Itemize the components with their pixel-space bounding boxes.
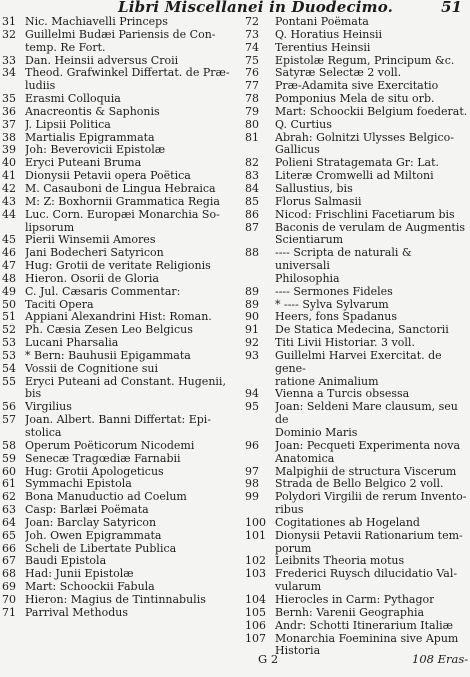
entry-number: 73 (245, 27, 259, 41)
left-column (0, 16, 238, 620)
catalogue-entry (245, 119, 470, 132)
catalogue-entry (245, 157, 470, 170)
catalogue-entry (0, 478, 238, 491)
entry-number: 100 (245, 515, 266, 529)
entry-number: 106 (245, 618, 266, 632)
catalogue-entry (0, 414, 238, 440)
catalogue-entry (0, 286, 238, 299)
entry-number: 54 (2, 361, 16, 375)
entry-title: Pierii Winsemii Amores (25, 234, 156, 247)
entry-number: 97 (245, 464, 259, 478)
entry-title: Sallustius, bis (275, 182, 353, 195)
entry-number: 71 (2, 605, 16, 619)
entry-title: Monarchia Foeminina sive Apum Historia (275, 632, 459, 658)
entry-title: Eryci Puteani Bruma (25, 157, 142, 170)
catalogue-entry (0, 530, 238, 543)
entry-title: Leibnits Theoria motus (275, 555, 405, 568)
catalogue-entry (245, 350, 470, 389)
catalogue-entry (0, 16, 238, 29)
entry-number: 46 (2, 246, 16, 260)
right-column (245, 16, 470, 658)
entry-number: 89 (245, 284, 259, 298)
catalogue-entry (245, 517, 470, 530)
entry-title: Eryci Puteani ad Constant. Hugenii, bis (25, 375, 226, 401)
entry-title: Guillelmi Budæi Pariensis de Con- temp. Re Fort. (25, 28, 216, 54)
entry-title: ---- Sermones Fideles (275, 285, 393, 298)
entry-title: Abrah: Golnitzi Ulysses Belgico- Gallicus (275, 131, 454, 157)
catalogue-entry (245, 311, 470, 324)
catalogue-entry (245, 568, 470, 594)
entry-number: 95 (245, 400, 259, 414)
entry-number: 45 (2, 233, 16, 247)
catalogue-entry (0, 401, 238, 414)
entry-title: Hieron: Magius de Tintinnabulis (25, 593, 206, 606)
entry-title: Andr: Schotti Itinerarium Italiæ (275, 619, 453, 632)
catalogue-entry (0, 543, 238, 556)
entry-title: Mart: Schoockii Fabula (25, 581, 155, 594)
catalogue-entry (0, 106, 238, 119)
entry-title: Symmachi Epistola (25, 478, 132, 491)
entry-number: 56 (2, 400, 16, 414)
catalogue-entry (0, 466, 238, 479)
catalogue-entry (245, 555, 470, 568)
entry-number: 63 (2, 503, 16, 517)
catalogue-entry (245, 247, 470, 286)
catalogue-entry (245, 183, 470, 196)
entry-title: Epistolæ Regum, Principum &c. (275, 54, 455, 67)
catalogue-entry (245, 42, 470, 55)
catalogue-entry (0, 299, 238, 312)
catalogue-entry (245, 620, 470, 633)
entry-title: Joh. Owen Epigrammata (25, 529, 162, 542)
entry-title: Dan. Heinsii adversus Croii (25, 54, 179, 67)
entry-title: De Statica Medecina, Sanctorii (275, 324, 449, 337)
entry-number: 40 (2, 156, 16, 170)
entry-number: 61 (2, 477, 16, 491)
entry-number: 84 (245, 181, 259, 195)
catalogue-entry (245, 80, 470, 93)
entry-title: Mart: Schoockii Belgium foederat. (275, 105, 468, 118)
catalogue-entry (0, 144, 238, 157)
catalogue-entry (0, 311, 238, 324)
entry-title: Taciti Opera (25, 298, 94, 311)
entry-title: Pontani Poëmata (275, 16, 369, 28)
entry-title: Jani Bodecheri Satyricon (25, 247, 164, 260)
catalogue-entry (0, 119, 238, 132)
catalogue-entry (245, 478, 470, 491)
catalogue-entry (245, 106, 470, 119)
entry-title: Literæ Cromwelli ad Miltoni (275, 170, 434, 183)
entry-number: 60 (2, 464, 16, 478)
entry-number: 92 (245, 336, 259, 350)
entry-number: 53 (2, 348, 16, 362)
catalogue-entry (0, 363, 238, 376)
catalogue-entry (245, 93, 470, 106)
catalogue-entry (245, 440, 470, 466)
entry-number: 79 (245, 104, 259, 118)
catalogue-entry (245, 466, 470, 479)
catalogue-entry (245, 388, 470, 401)
catalogue-entry (0, 273, 238, 286)
catalogue-entry (0, 504, 238, 517)
entry-title: Satyræ Selectæ 2 voll. (275, 67, 402, 80)
entry-number: 75 (245, 53, 259, 67)
catalogue-entry (0, 183, 238, 196)
entry-title: C. Jul. Cæsaris Commentar: (25, 285, 181, 298)
entry-number: 35 (2, 92, 16, 106)
catalogue-entry (245, 16, 470, 29)
entry-number: 44 (2, 207, 16, 221)
entry-title: Pomponius Mela de situ orb. (275, 93, 435, 106)
entry-title: Joh: Beverovicii Epistolæ (25, 144, 166, 157)
entry-title: Joan: Seldeni Mare clausum, seu de Dominio Maris (275, 401, 458, 439)
entry-number: 101 (245, 528, 266, 542)
entry-title: Theod. Grafwinkel Differtat. de Præ- ludiis (25, 67, 230, 93)
catalogue-entry (245, 209, 470, 222)
entry-number: 107 (245, 631, 266, 645)
catchword: 108 Eras- (412, 652, 469, 666)
entry-number: 91 (245, 323, 259, 337)
catalogue-entry (0, 93, 238, 106)
entry-title: Senecæ Tragœdiæ Farnabii (25, 452, 181, 465)
entry-number: 36 (2, 104, 16, 118)
catalogue-entry (0, 555, 238, 568)
entry-title: Hug: Grotii Apologeticus (25, 465, 164, 478)
entry-title: Polydori Virgilii de rerum Invento- ribus (275, 491, 467, 517)
catalogue-entry (0, 55, 238, 68)
catalogue-entry (245, 170, 470, 183)
entry-title: Terentius Heinsii (275, 41, 371, 54)
entry-title: Q. Curtius (275, 118, 332, 131)
entry-number: 69 (2, 580, 16, 594)
catalogue-entry (245, 491, 470, 517)
entry-number: 39 (2, 143, 16, 157)
entry-number: 72 (245, 15, 259, 28)
entry-title: Frederici Ruysch dilucidatio Val- vularum (275, 568, 458, 594)
entry-number: 59 (2, 451, 16, 465)
entry-number: 78 (245, 92, 259, 106)
catalogue-entry (0, 324, 238, 337)
catalogue-entry (245, 222, 470, 248)
entry-number: 31 (2, 15, 16, 28)
entry-number: 57 (2, 413, 16, 427)
entry-number: 70 (2, 592, 16, 606)
catalogue-entry (245, 530, 470, 556)
entry-number: 81 (245, 130, 259, 144)
entry-title: Nic. Machiavelli Princeps (25, 16, 168, 28)
catalogue-entry (245, 594, 470, 607)
catalogue-entry (0, 517, 238, 530)
entry-number: 67 (2, 554, 16, 568)
entry-title: Præ-Adamita sive Exercitatio (275, 80, 439, 93)
entry-title: Vossii de Cognitione sui (25, 362, 159, 375)
entry-number: 76 (245, 66, 259, 80)
entry-number: 74 (245, 40, 259, 54)
entry-title: * Bern: Bauhusii Epigammata (25, 349, 191, 362)
entry-number: 37 (2, 117, 16, 131)
catalogue-entry (245, 401, 470, 440)
catalogue-entry (245, 607, 470, 620)
entry-title: Baconis de verulam de Augmentis Scientiarum (275, 221, 466, 247)
entry-number: 77 (245, 79, 259, 93)
entry-number: 51 (2, 310, 16, 324)
entry-title: Martialis Epigrammata (25, 131, 155, 144)
entry-number: 68 (2, 567, 16, 581)
entry-number: 41 (2, 169, 16, 183)
entry-title: Erasmi Colloquia (25, 93, 121, 106)
catalogue-entry (0, 170, 238, 183)
entry-title: Anacreontis & Saphonis (25, 105, 160, 118)
entry-number: 83 (245, 169, 259, 183)
entry-title: Luc. Corn. Europæi Monarchia So- lipsorum (25, 208, 220, 234)
entry-number: 43 (2, 194, 16, 208)
entry-number: 52 (2, 323, 16, 337)
catalogue-entry (0, 376, 238, 402)
catalogue-entry (245, 299, 470, 312)
entry-title: Appiani Alexandrini Hist: Roman. (25, 311, 212, 324)
catalogue-entry (0, 196, 238, 209)
signature-mark: G 2 (258, 652, 279, 666)
entry-title: Joan: Barclay Satyricon (25, 516, 157, 529)
entry-title: Heers, fons Spadanus (275, 311, 397, 324)
entry-number: 48 (2, 271, 16, 285)
entry-title: Nicod: Frischlini Facetiarum bis (275, 208, 455, 221)
entry-title: Polieni Stratagemata Gr: Lat. (275, 157, 440, 170)
catalogue-entry (245, 67, 470, 80)
catalogue-entry (0, 337, 238, 350)
entry-number: 86 (245, 207, 259, 221)
entry-number: 47 (2, 259, 16, 273)
catalogue-entry (0, 157, 238, 170)
entry-number: 87 (245, 220, 259, 234)
entry-number: 80 (245, 117, 259, 131)
entry-number: 96 (245, 438, 259, 452)
entry-number: 42 (2, 181, 16, 195)
entry-number: 53 (2, 336, 16, 350)
entry-title: Hug: Grotii de veritate Religionis (25, 260, 211, 273)
catalogue-entry (245, 29, 470, 42)
entry-title: Virgilius (25, 401, 72, 414)
entry-title: Joan. Albert. Banni Differtat: Epi- stolica (25, 414, 212, 439)
entry-number: 49 (2, 284, 16, 298)
entry-title: Bona Manuductio ad Coelum (25, 491, 187, 504)
entry-number: 32 (2, 27, 16, 41)
page-title: Libri Miscellanei in Duodecimo. (118, 0, 394, 16)
entry-title: Dionysii Petavii opera Poëtica (25, 170, 191, 183)
catalogue-entry (0, 440, 238, 453)
entry-number: 103 (245, 567, 266, 581)
catalogue-entry (0, 607, 238, 620)
entry-title: M: Z: Boxhornii Grammatica Regia (25, 195, 220, 208)
entry-number: 99 (245, 490, 259, 504)
entry-number: 34 (2, 66, 16, 80)
entry-title: Dionysii Petavii Rationarium tem- porum (275, 529, 463, 555)
entry-title: Vienna a Turcis obsessa (275, 388, 410, 401)
entry-title: J. Lipsii Politica (25, 118, 111, 131)
catalogue-entry (245, 132, 470, 158)
entry-title: Florus Salmasii (275, 195, 362, 208)
entry-number: 38 (2, 130, 16, 144)
entry-number: 104 (245, 592, 266, 606)
entry-title: Ph. Cæsia Zesen Leo Belgicus (25, 324, 193, 337)
entry-title: Cogitationes ab Hogeland (275, 516, 420, 529)
entry-number: 50 (2, 297, 16, 311)
entry-number: 58 (2, 438, 16, 452)
entry-title: Had: Junii Epistolæ (25, 568, 134, 581)
entry-title: Titi Livii Historiar. 3 voll. (275, 337, 415, 350)
catalogue-entry (0, 568, 238, 581)
entry-title: Guillelmi Harvei Exercitat. de gene- ratione Animalium (275, 349, 442, 388)
entry-title: Joan: Pecqueti Experimenta nova Anatomica (275, 439, 461, 465)
catalogue-entry (0, 260, 238, 273)
catalogue-entry (245, 286, 470, 299)
entry-number: 88 (245, 246, 259, 260)
entry-title: Hierocles in Carm: Pythagor (275, 593, 435, 606)
catalogue-entry (0, 594, 238, 607)
entry-title: Q. Horatius Heinsii (275, 28, 383, 41)
entry-number: 98 (245, 477, 259, 491)
catalogue-entry (245, 196, 470, 209)
entry-number: 62 (2, 490, 16, 504)
entry-title: Baudi Epistola (25, 555, 107, 568)
entry-number: 82 (245, 156, 259, 170)
entry-number: 94 (245, 387, 259, 401)
catalogue-entry (0, 453, 238, 466)
catalogue-entry (0, 209, 238, 235)
catalogue-entry (0, 234, 238, 247)
entry-title: * ---- Sylva Sylvarum (275, 298, 389, 311)
catalogue-entry (0, 132, 238, 145)
entry-number: 105 (245, 605, 266, 619)
entry-title: Strada de Bello Belgico 2 voll. (275, 478, 444, 491)
entry-number: 90 (245, 310, 259, 324)
entry-number: 66 (2, 541, 16, 555)
entry-title: Malpighii de structura Viscerum (275, 465, 457, 478)
entry-title: Casp: Barlæi Poëmata (25, 504, 149, 517)
entry-title: Bernh: Varenii Geographia (275, 606, 425, 619)
catalogue-entry (0, 29, 238, 55)
entry-title: Lucani Pharsalia (25, 337, 119, 350)
catalogue-entry (0, 350, 238, 363)
page-footer (0, 652, 470, 672)
entry-title: Scheli de Libertate Publica (25, 542, 177, 555)
entry-title: Hieron. Osorii de Gloria (25, 272, 159, 285)
entry-title: Operum Poëticorum Nicodemi (25, 439, 195, 452)
catalogue-entry (245, 337, 470, 350)
catalogue-entry (0, 247, 238, 260)
entry-title: ---- Scripta de naturali & universali Philosophia (275, 247, 412, 285)
entry-number: 85 (245, 194, 259, 208)
catalogue-entry (245, 324, 470, 337)
catalogue-entry (245, 55, 470, 68)
entry-number: 33 (2, 53, 16, 67)
entry-number: 102 (245, 554, 266, 568)
entry-title: M. Casauboni de Lingua Hebraica (25, 182, 216, 195)
page-number: 51 (441, 0, 462, 16)
entry-title: Parrival Methodus (25, 606, 128, 619)
catalogue-entry (0, 67, 238, 93)
catalogue-entry (0, 581, 238, 594)
entry-number: 65 (2, 528, 16, 542)
entry-number: 93 (245, 348, 259, 362)
entry-number: 89 (245, 297, 259, 311)
entry-number: 55 (2, 374, 16, 388)
entry-number: 64 (2, 515, 16, 529)
catalogue-entry (0, 491, 238, 504)
